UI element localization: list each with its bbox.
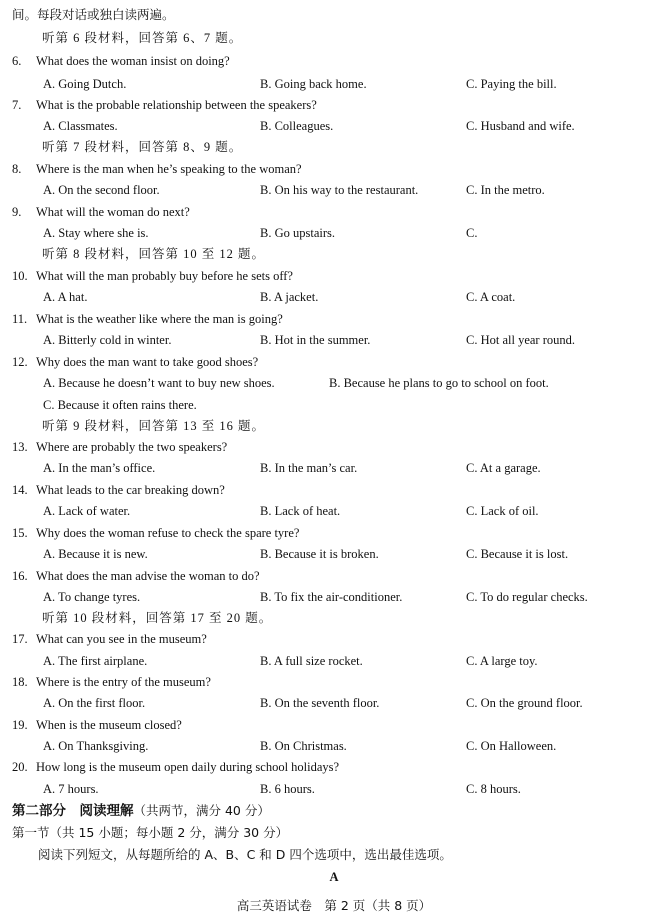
question-20 [12,757,656,777]
option-a: A. Bitterly cold in winter. [43,333,172,347]
question-14 [12,480,656,500]
option-a: A. To change tyres. [43,590,141,604]
option-b: B. A full size rocket. [260,654,363,668]
option-c: C. On Halloween. [466,739,557,753]
question-number: 18. [12,675,28,689]
option-a: A. On the first floor. [43,696,146,710]
option-c: C. To do regular checks. [466,590,588,604]
question-number: 15. [12,526,28,540]
question-6 [12,51,656,71]
options-16 [12,587,656,607]
section-heading-9: 听第 9 段材料，回答第 13 至 16 题。 [42,419,266,433]
option-c: C. Lack of oil. [466,504,539,518]
question-number: 7. [12,98,22,112]
option-b: B. On the seventh floor. [260,696,380,710]
question-number: 10. [12,269,28,283]
option-b: B. On Christmas. [260,739,347,753]
question-number: 6. [12,54,22,68]
option-c: C. Hot all year round. [466,333,576,347]
question-text: How long is the museum open daily during school holidays? [36,760,340,774]
question-number: 11. [12,312,28,326]
option-b: B. Going back home. [260,77,367,91]
option-a: A. Because he doesn’t want to buy new shoes. [43,376,275,390]
question-7 [12,95,656,115]
question-text: Why does the woman refuse to check the spare tyre? [36,526,300,540]
option-b: B. Hot in the summer. [260,333,371,347]
options-6 [12,74,656,94]
option-a: A. Lack of water. [43,504,131,518]
option-c: C. [466,226,478,240]
options-18 [12,693,656,713]
option-c: C. Paying the bill. [466,77,557,91]
options-8 [12,180,656,200]
part-two-heading [12,801,656,821]
question-text: Why does the man want to take good shoes? [36,355,259,369]
options-14 [12,501,656,521]
option-a: A. Going Dutch. [43,77,127,91]
option-c: C. 8 hours. [466,782,521,796]
option-a: A. On Thanksgiving. [43,739,149,753]
option-a: A. Stay where she is. [43,226,149,240]
option-a: A. In the man’s office. [43,461,156,475]
question-18 [12,672,656,692]
option-a: A. Because it is new. [43,547,148,561]
question-text: What will the man probably buy before he sets off? [36,269,293,283]
option-c: C. A coat. [466,290,516,304]
option-b: B. A jacket. [260,290,319,304]
option-a: A. 7 hours. [43,782,99,796]
question-text: What leads to the car breaking down? [36,483,225,497]
question-number: 19. [12,718,28,732]
question-11 [12,309,656,329]
question-number: 9. [12,205,22,219]
question-text: What will the woman do next? [36,205,190,219]
option-c: C. A large toy. [466,654,538,668]
options-9 [12,223,656,243]
question-number: 20. [12,760,28,774]
section-one-heading: 第一节（共 15 小题；每小题 2 分，满分 30 分） [12,825,289,840]
question-9 [12,202,656,222]
section-heading-7: 听第 7 段材料，回答第 8、9 题。 [42,140,243,154]
option-b: B. 6 hours. [260,782,315,796]
passage-letter: A [329,870,339,884]
question-text: When is the museum closed? [36,718,182,732]
question-text: What is the probable relationship between the speakers? [36,98,317,112]
question-text: What does the man advise the woman to do? [36,569,260,583]
options-12-row1 [12,373,656,393]
option-a: A. The first airplane. [43,654,148,668]
question-12 [12,352,656,372]
section-heading-10: 听第 10 段材料，回答第 17 至 20 题。 [42,611,273,625]
question-text: Where is the entry of the museum? [36,675,211,689]
options-13 [12,458,656,478]
section-heading-6: 听第 6 段材料，回答第 6、7 题。 [42,31,243,45]
question-text: Where is the man when he’s speaking to the woman? [36,162,302,176]
option-b: B. To fix the air-conditioner. [260,590,403,604]
option-b: B. In the man’s car. [260,461,358,475]
option-b: B. Lack of heat. [260,504,341,518]
question-number: 16. [12,569,28,583]
option-c: C. Husband and wife. [466,119,575,133]
part-two-points: （共两节，满分 40 分） [133,803,270,818]
question-16 [12,566,656,586]
option-c: C. Because it is lost. [466,547,569,561]
option-c: C. In the metro. [466,183,545,197]
question-number: 12. [12,355,28,369]
option-b: B. Because he plans to go to school on foot. [329,376,549,390]
question-number: 8. [12,162,22,176]
question-number: 14. [12,483,28,497]
option-b: B. On his way to the restaurant. [260,183,419,197]
question-number: 17. [12,632,28,646]
question-17 [12,629,656,649]
option-c: C. Because it often rains there. [43,398,197,412]
question-19 [12,715,656,735]
question-13 [12,437,656,457]
options-10 [12,287,656,307]
options-7 [12,116,656,136]
option-c: C. At a garage. [466,461,541,475]
question-text: Where are probably the two speakers? [36,440,228,454]
option-a: A. On the second floor. [43,183,160,197]
options-12-row2 [12,395,656,415]
question-text: What is the weather like where the man is going? [36,312,283,326]
section-heading-8: 听第 8 段材料，回答第 10 至 12 题。 [42,247,266,261]
question-10 [12,266,656,286]
option-b: B. Because it is broken. [260,547,379,561]
top-line: 间。每段对话或独白读两遍。 [12,8,175,22]
option-c: C. On the ground floor. [466,696,583,710]
question-text: What does the woman insist on doing? [36,54,230,68]
options-15 [12,544,656,564]
option-a: A. Classmates. [43,119,118,133]
option-a: A. A hat. [43,290,88,304]
options-20 [12,779,656,799]
question-number: 13. [12,440,28,454]
question-8 [12,159,656,179]
question-text: What can you see in the museum? [36,632,207,646]
reading-instruction: 阅读下列短文，从每题所给的 A、B、C 和 D 四个选项中，选出最佳选项。 [38,847,452,862]
option-b: B. Colleagues. [260,119,334,133]
options-11 [12,330,656,350]
page-footer: 高三英语试卷 第 2 页（共 8 页） [236,898,432,913]
options-17 [12,651,656,671]
part-two-title: 第二部分 阅读理解 [12,803,134,819]
question-15 [12,523,656,543]
options-19 [12,736,656,756]
option-b: B. Go upstairs. [260,226,335,240]
